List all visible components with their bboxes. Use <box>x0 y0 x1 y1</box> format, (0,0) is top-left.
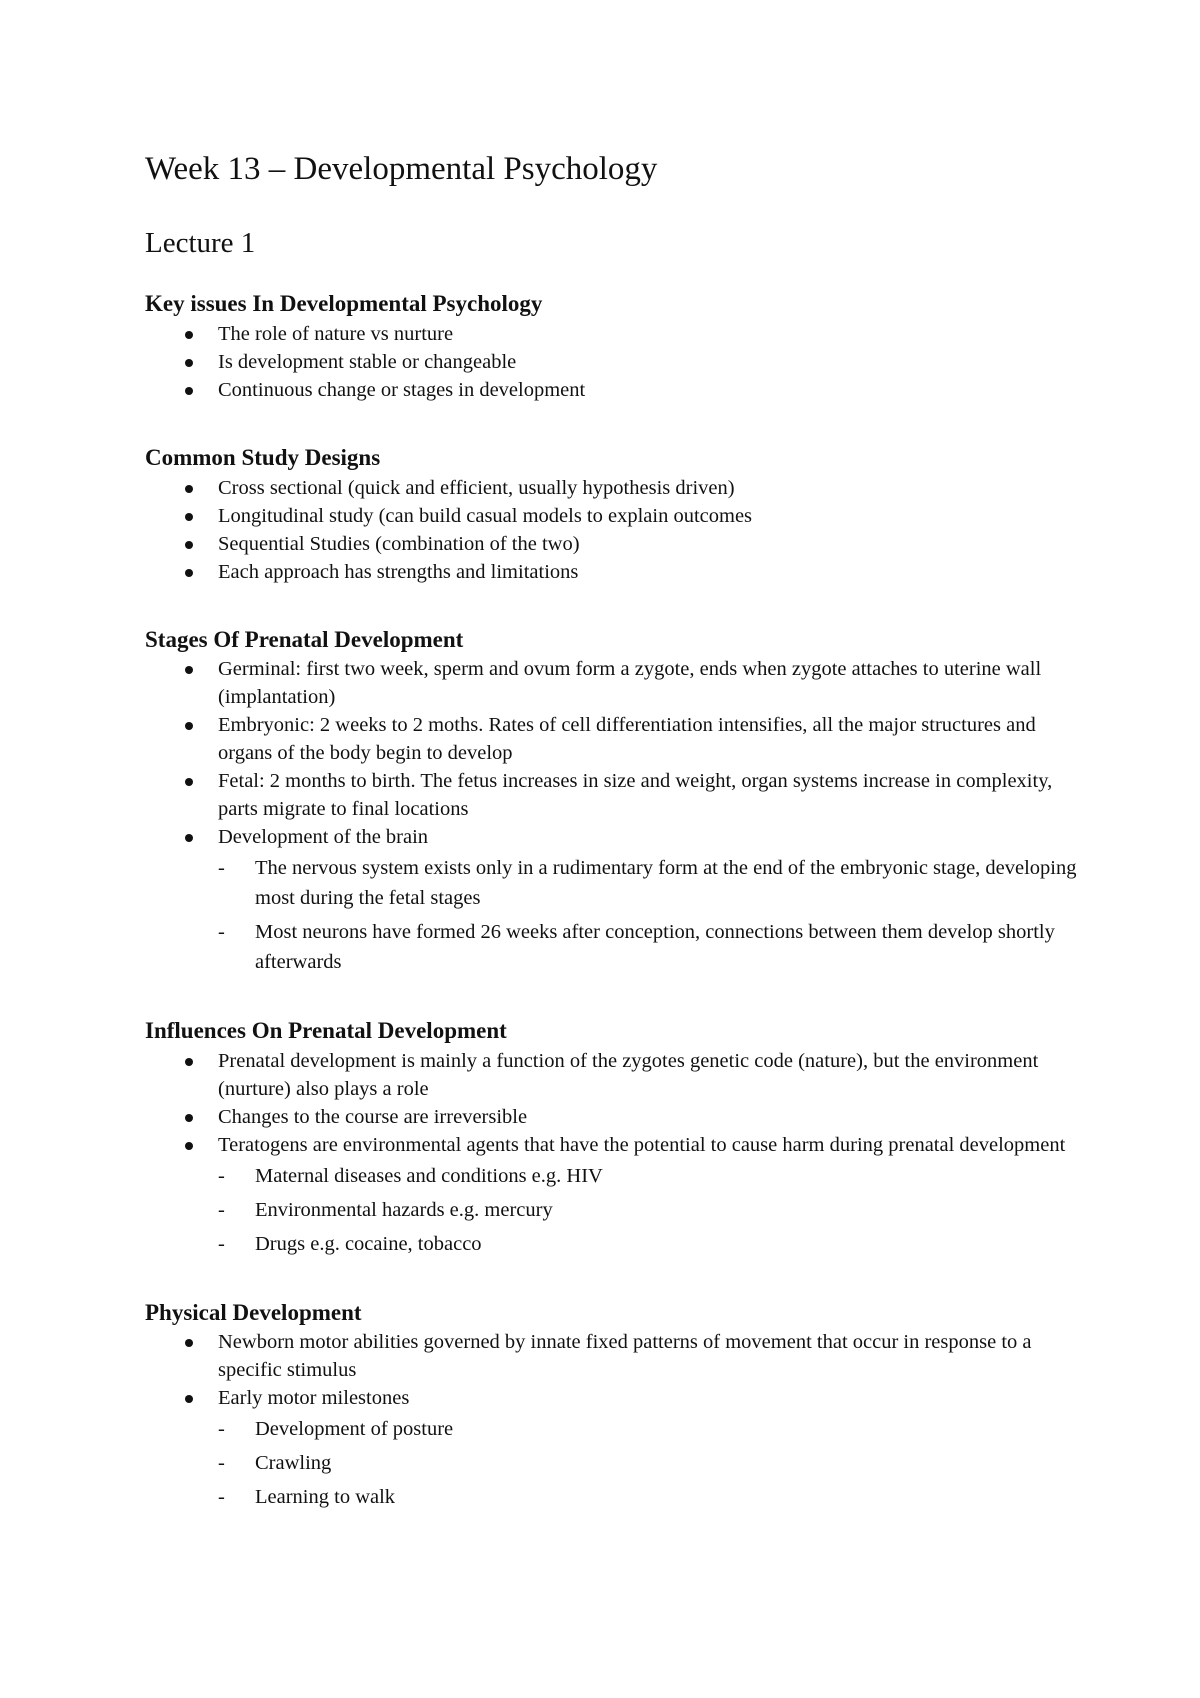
list-item-text: Is development stable or changeable <box>218 350 517 373</box>
section-heading: Key issues In Developmental Psychology <box>145 291 543 317</box>
section-heading: Stages Of Prenatal Development <box>145 626 464 652</box>
list-item-text: Newborn motor abilities governed by innate fixed patterns of movement that occur in response to a specific stimulus <box>218 1331 1032 1382</box>
sub-list-item-text: The nervous system exists only in a rudimentary form at the end of the embryonic stage, developing most during the fetal stages <box>255 857 1077 910</box>
list-item <box>145 558 1085 586</box>
dash-icon: - <box>218 1486 225 1509</box>
bullet-icon <box>185 1339 193 1347</box>
bullet-icon <box>185 1395 193 1403</box>
sub-list-item <box>218 1482 1085 1512</box>
sub-list-item-text: Environmental hazards e.g. mercury <box>255 1198 553 1221</box>
dash-icon: - <box>218 1452 225 1475</box>
list-item-text: Prenatal development is mainly a function of the zygotes genetic code (nature), but the environment (nurture) also plays a role <box>218 1049 1039 1100</box>
list-item-text: Longitudinal study (can build casual models to explain outcomes <box>218 504 753 527</box>
sub-list <box>218 1414 1085 1512</box>
list-item <box>145 1047 1085 1103</box>
section-heading: Common Study Designs <box>145 444 381 470</box>
bullet-icon <box>185 722 193 730</box>
bullet-list <box>145 1047 1085 1259</box>
list-item <box>145 711 1085 767</box>
list-item <box>145 1328 1085 1384</box>
section-heading: Physical Development <box>145 1299 362 1325</box>
list-item-text: Changes to the course are irreversible <box>218 1105 528 1128</box>
list-item-text: Each approach has strengths and limitations <box>218 560 579 583</box>
list-item-text: Continuous change or stages in development <box>218 378 586 401</box>
list-item-text: Germinal: first two week, sperm and ovum form a zygote, ends when zygote attaches to uterine wall (implantation) <box>218 658 1042 709</box>
bullet-icon <box>185 359 193 367</box>
bullet-icon <box>185 1058 193 1066</box>
bullet-icon <box>185 1142 193 1150</box>
list-item-text: Development of the brain <box>218 826 429 849</box>
sub-list <box>218 853 1085 977</box>
sub-list <box>218 1161 1085 1259</box>
bullet-icon <box>185 666 193 674</box>
section <box>145 1299 1085 1513</box>
section <box>145 444 1085 586</box>
bullet-icon <box>185 485 193 493</box>
sub-list-item <box>218 1414 1085 1444</box>
list-item <box>145 1384 1085 1512</box>
sub-list-item-text: Most neurons have formed 26 weeks after conception, connections between them develop shortly afterwards <box>255 921 1055 974</box>
list-item <box>145 348 1085 376</box>
dash-icon: - <box>218 1232 225 1255</box>
list-item <box>145 1131 1085 1259</box>
section <box>145 1017 1085 1259</box>
sub-list-item-text: Crawling <box>255 1452 332 1475</box>
bullet-list <box>145 474 1085 586</box>
list-item-text: Early motor milestones <box>218 1387 410 1410</box>
bullet-icon <box>185 387 193 395</box>
list-item <box>145 1103 1085 1131</box>
bullet-list <box>145 1328 1085 1512</box>
sub-list-item <box>218 853 1085 913</box>
bullet-icon <box>185 778 193 786</box>
sub-list-item-text: Learning to walk <box>255 1486 396 1509</box>
sub-list-item <box>218 1448 1085 1478</box>
section <box>145 626 1085 978</box>
bullet-icon <box>185 1114 193 1122</box>
dash-icon: - <box>218 1198 225 1221</box>
lecture-subtitle: Lecture 1 <box>145 226 256 259</box>
list-item <box>145 655 1085 711</box>
bullet-icon <box>185 331 193 339</box>
sub-list-item <box>218 1229 1085 1259</box>
sub-list-item <box>218 1161 1085 1191</box>
list-item-text: Embryonic: 2 weeks to 2 moths. Rates of cell differentiation intensifies, all the major structures and organs of the body begin to develop <box>218 714 1036 765</box>
sections-container <box>145 290 1085 1512</box>
sub-list-item <box>218 917 1085 977</box>
sub-list-item-text: Maternal diseases and conditions e.g. HIV <box>255 1164 603 1187</box>
list-item <box>145 823 1085 977</box>
bullet-list <box>145 320 1085 404</box>
dash-icon: - <box>218 1418 225 1441</box>
list-item-text: The role of nature vs nurture <box>218 322 454 345</box>
list-item <box>145 474 1085 502</box>
section <box>145 290 1085 404</box>
section-heading: Influences On Prenatal Development <box>145 1018 507 1044</box>
list-item <box>145 767 1085 823</box>
list-item-text: Fetal: 2 months to birth. The fetus increases in size and weight, organ systems increase in complexity, parts migrate to final locations <box>218 770 1053 821</box>
dash-icon: - <box>218 857 225 880</box>
list-item-text: Sequential Studies (combination of the two) <box>218 532 580 555</box>
list-item-text: Cross sectional (quick and efficient, usually hypothesis driven) <box>218 476 735 499</box>
list-item <box>145 376 1085 404</box>
bullet-icon <box>185 541 193 549</box>
dash-icon: - <box>218 921 225 944</box>
page-title: Week 13 – Developmental Psychology <box>145 151 658 187</box>
sub-list-item-text: Development of posture <box>255 1418 454 1441</box>
bullet-icon <box>185 513 193 521</box>
dash-icon: - <box>218 1164 225 1187</box>
sub-list-item <box>218 1195 1085 1225</box>
bullet-icon <box>185 569 193 577</box>
bullet-icon <box>185 834 193 842</box>
list-item <box>145 502 1085 530</box>
document-content <box>145 150 1085 1516</box>
list-item <box>145 530 1085 558</box>
bullet-list <box>145 655 1085 977</box>
list-item-text: Teratogens are environmental agents that have the potential to cause harm during prenatal development <box>218 1133 1066 1156</box>
sub-list-item-text: Drugs e.g. cocaine, tobacco <box>255 1232 482 1255</box>
list-item <box>145 320 1085 348</box>
